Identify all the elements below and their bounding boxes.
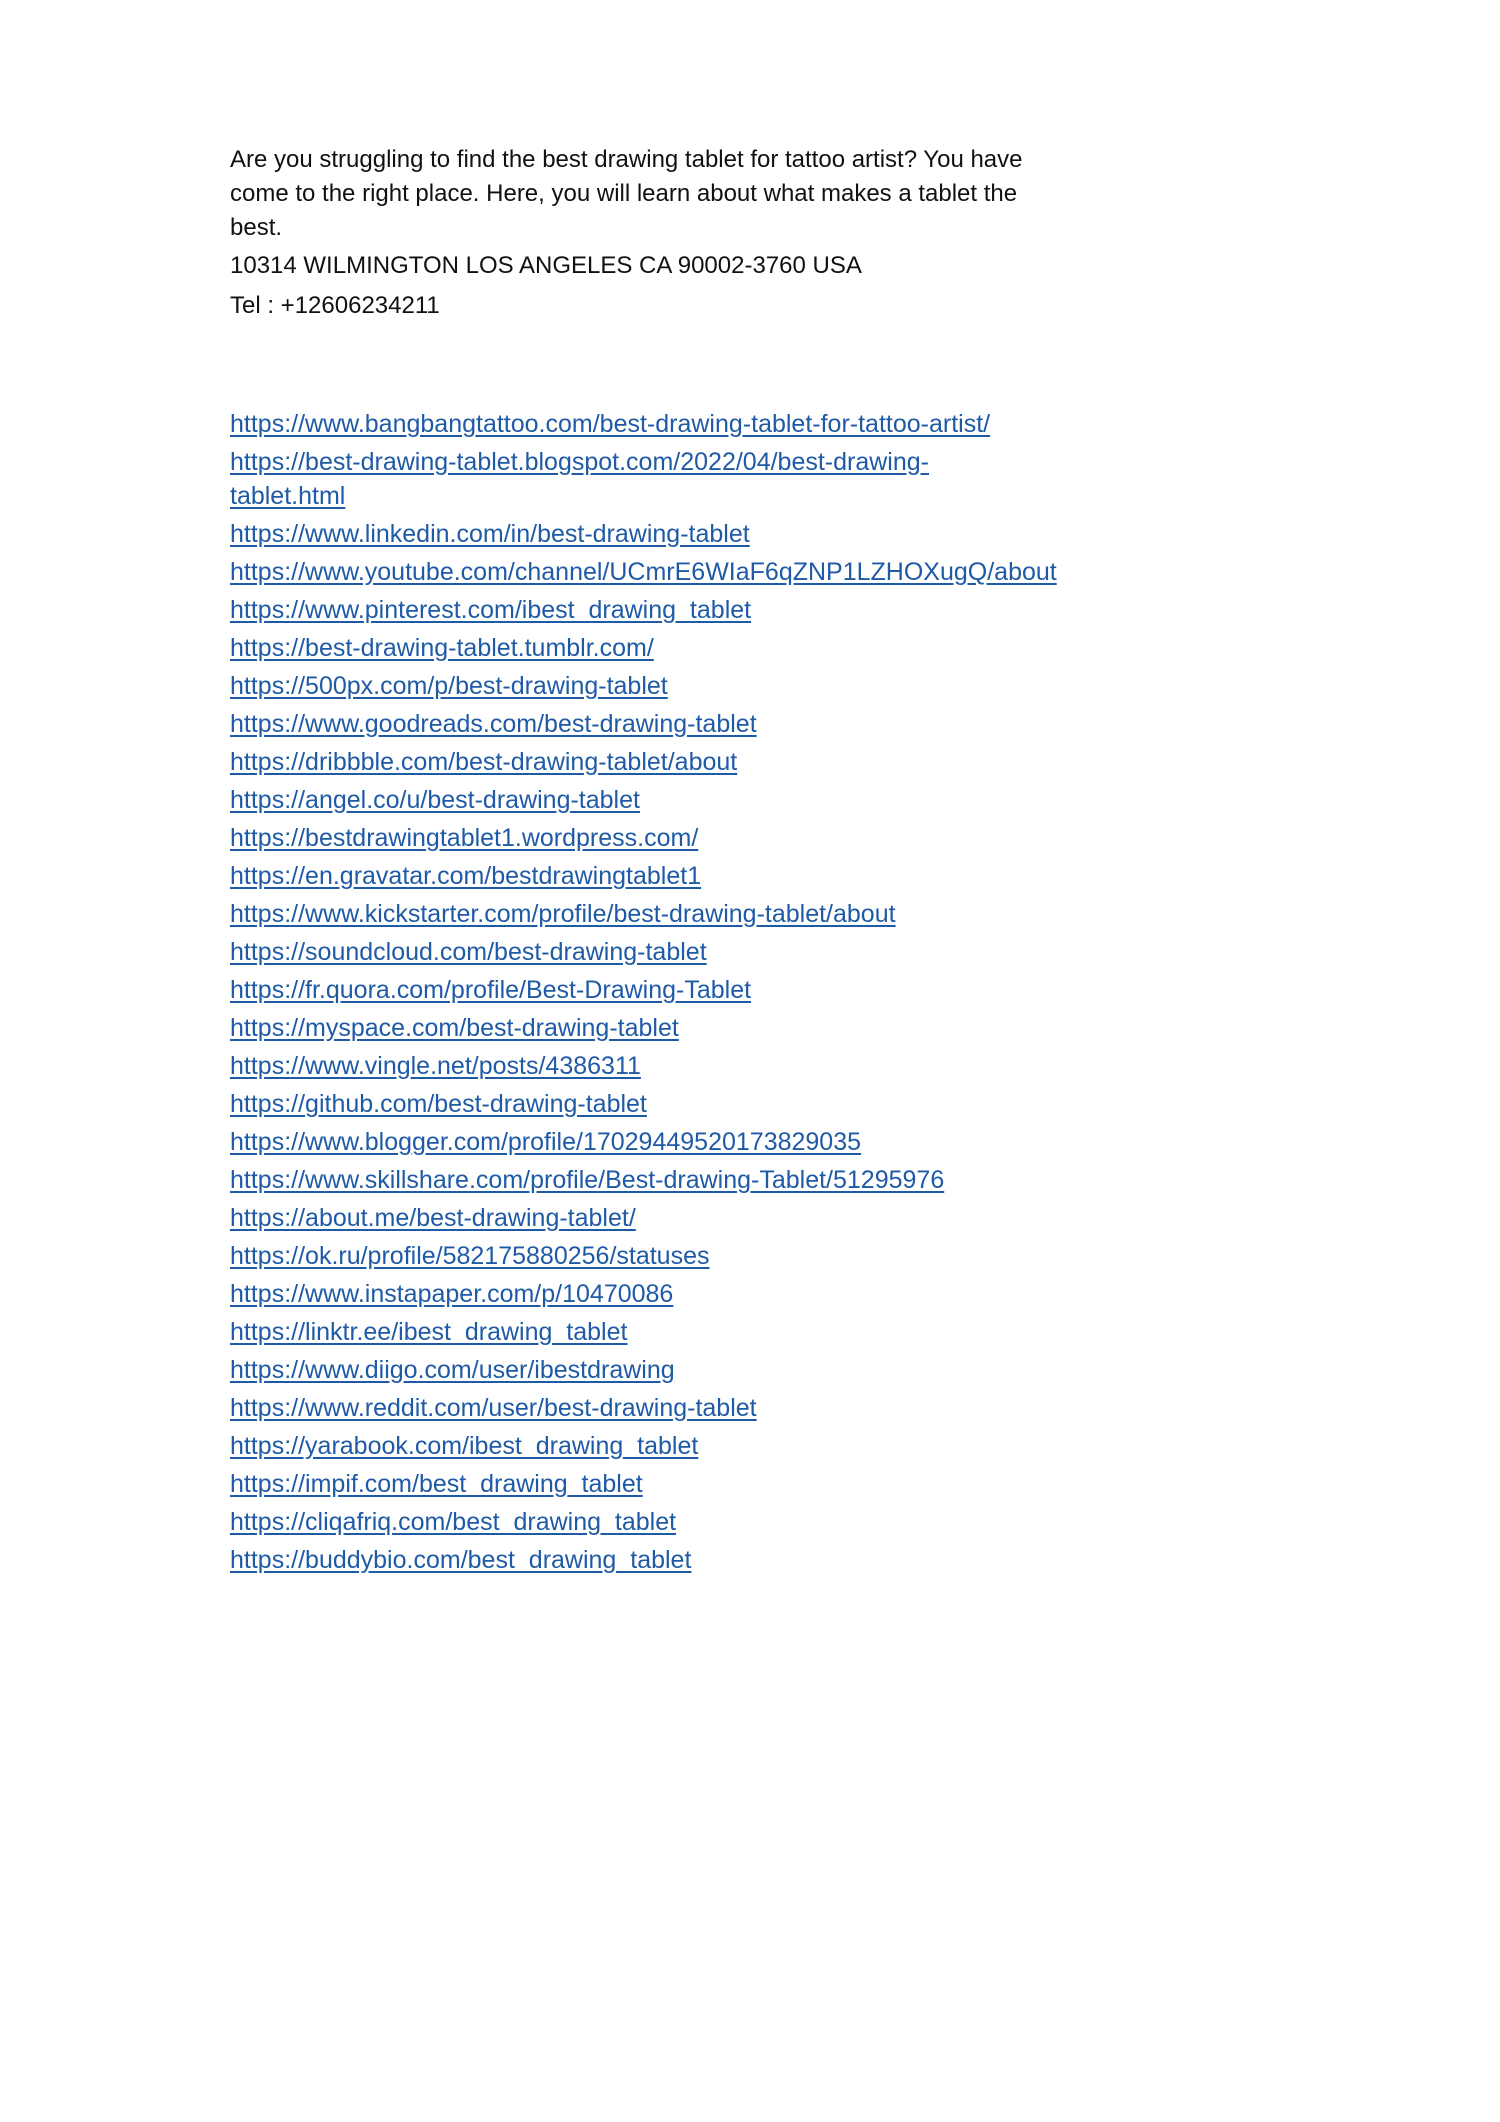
link-500px[interactable]: https://500px.com/p/best-drawing-tablet [230,672,668,700]
link-item-quora [230,973,1110,1007]
document-content [230,143,1110,1581]
link-goodreads[interactable]: https://www.goodreads.com/best-drawing-tablet [230,710,757,738]
link-github[interactable]: https://github.com/best-drawing-tablet [230,1090,647,1118]
link-item-blogspot [230,445,1000,513]
link-item-tumblr [230,631,1110,665]
link-item-yarabook [230,1429,1110,1463]
telephone-line: Tel : +12606234211 [230,292,440,319]
link-item-github [230,1087,1110,1121]
link-item-linkedin [230,517,1110,551]
link-linktree[interactable]: https://linktr.ee/ibest_drawing_tablet [230,1318,628,1346]
link-item-vingle [230,1049,1110,1083]
link-item-wordpress [230,821,1110,855]
link-impif[interactable]: https://impif.com/best_drawing_tablet [230,1470,643,1498]
link-youtube[interactable]: https://www.youtube.com/channel/UCmrE6WIaF6qZNP1LZHOXugQ/about [230,558,1057,586]
link-item-buddybio [230,1543,1110,1577]
link-buddybio[interactable]: https://buddybio.com/best_drawing_tablet [230,1546,692,1574]
link-item-impif [230,1467,1110,1501]
link-item-okru [230,1239,1110,1273]
link-item-angel [230,783,1110,817]
link-item-youtube [230,555,1110,589]
link-item-aboutme [230,1201,1110,1235]
link-item-blogger [230,1125,1110,1159]
link-gravatar[interactable]: https://en.gravatar.com/bestdrawingtablet1 [230,862,702,890]
link-diigo[interactable]: https://www.diigo.com/user/ibestdrawing [230,1356,675,1384]
link-item-kickstarter [230,897,1110,931]
link-tumblr[interactable]: https://best-drawing-tablet.tumblr.com/ [230,634,654,662]
link-item-instapaper [230,1277,1110,1311]
link-vingle[interactable]: https://www.vingle.net/posts/4386311 [230,1052,641,1080]
link-instapaper[interactable]: https://www.instapaper.com/p/10470086 [230,1280,674,1308]
link-myspace[interactable]: https://myspace.com/best-drawing-tablet [230,1014,679,1042]
link-kickstarter[interactable]: https://www.kickstarter.com/profile/best-drawing-tablet/about [230,900,896,928]
link-item-cliqafriq [230,1505,1110,1539]
link-item-reddit [230,1391,1110,1425]
link-reddit[interactable]: https://www.reddit.com/user/best-drawing-tablet [230,1394,757,1422]
link-yarabook[interactable]: https://yarabook.com/ibest_drawing_tablet [230,1432,699,1460]
link-pinterest[interactable]: https://www.pinterest.com/ibest_drawing_tablet [230,596,752,624]
link-item-goodreads [230,707,1110,741]
link-item-myspace [230,1011,1110,1045]
link-item-skillshare [230,1163,1110,1197]
link-item-500px [230,669,1110,703]
intro-paragraph: Are you struggling to find the best drawing tablet for tattoo artist? You have come to the right place. Here, you will learn about what makes a tablet the best. [230,146,1023,241]
address-line: 10314 WILMINGTON LOS ANGELES CA 90002-3760 USA [230,252,862,279]
link-blogger[interactable]: https://www.blogger.com/profile/17029449520173829035 [230,1128,862,1156]
link-item-soundcloud [230,935,1110,969]
link-skillshare[interactable]: https://www.skillshare.com/profile/Best-drawing-Tablet/51295976 [230,1166,945,1194]
link-angel[interactable]: https://angel.co/u/best-drawing-tablet [230,786,640,814]
link-cliqafriq[interactable]: https://cliqafriq.com/best_drawing_tablet [230,1508,677,1536]
link-item-bangbangtattoo [230,407,1110,441]
link-list [230,407,1110,1577]
link-item-pinterest [230,593,1110,627]
link-okru[interactable]: https://ok.ru/profile/582175880256/statuses [230,1242,710,1270]
link-soundcloud[interactable]: https://soundcloud.com/best-drawing-tablet [230,938,707,966]
link-item-gravatar [230,859,1110,893]
link-quora[interactable]: https://fr.quora.com/profile/Best-Drawing-Tablet [230,976,752,1004]
link-item-dribbble [230,745,1110,779]
link-dribbble[interactable]: https://dribbble.com/best-drawing-tablet/about [230,748,738,776]
link-aboutme[interactable]: https://about.me/best-drawing-tablet/ [230,1204,636,1232]
link-item-diigo [230,1353,1110,1387]
link-bangbangtattoo[interactable]: https://www.bangbangtattoo.com/best-drawing-tablet-for-tattoo-artist/ [230,410,991,438]
link-wordpress[interactable]: https://bestdrawingtablet1.wordpress.com/ [230,824,699,852]
link-blogspot[interactable]: https://best-drawing-tablet.blogspot.com/2022/04/best-drawing-tablet.html [230,448,929,510]
link-linkedin[interactable]: https://www.linkedin.com/in/best-drawing-tablet [230,520,750,548]
link-item-linktree [230,1315,1110,1349]
